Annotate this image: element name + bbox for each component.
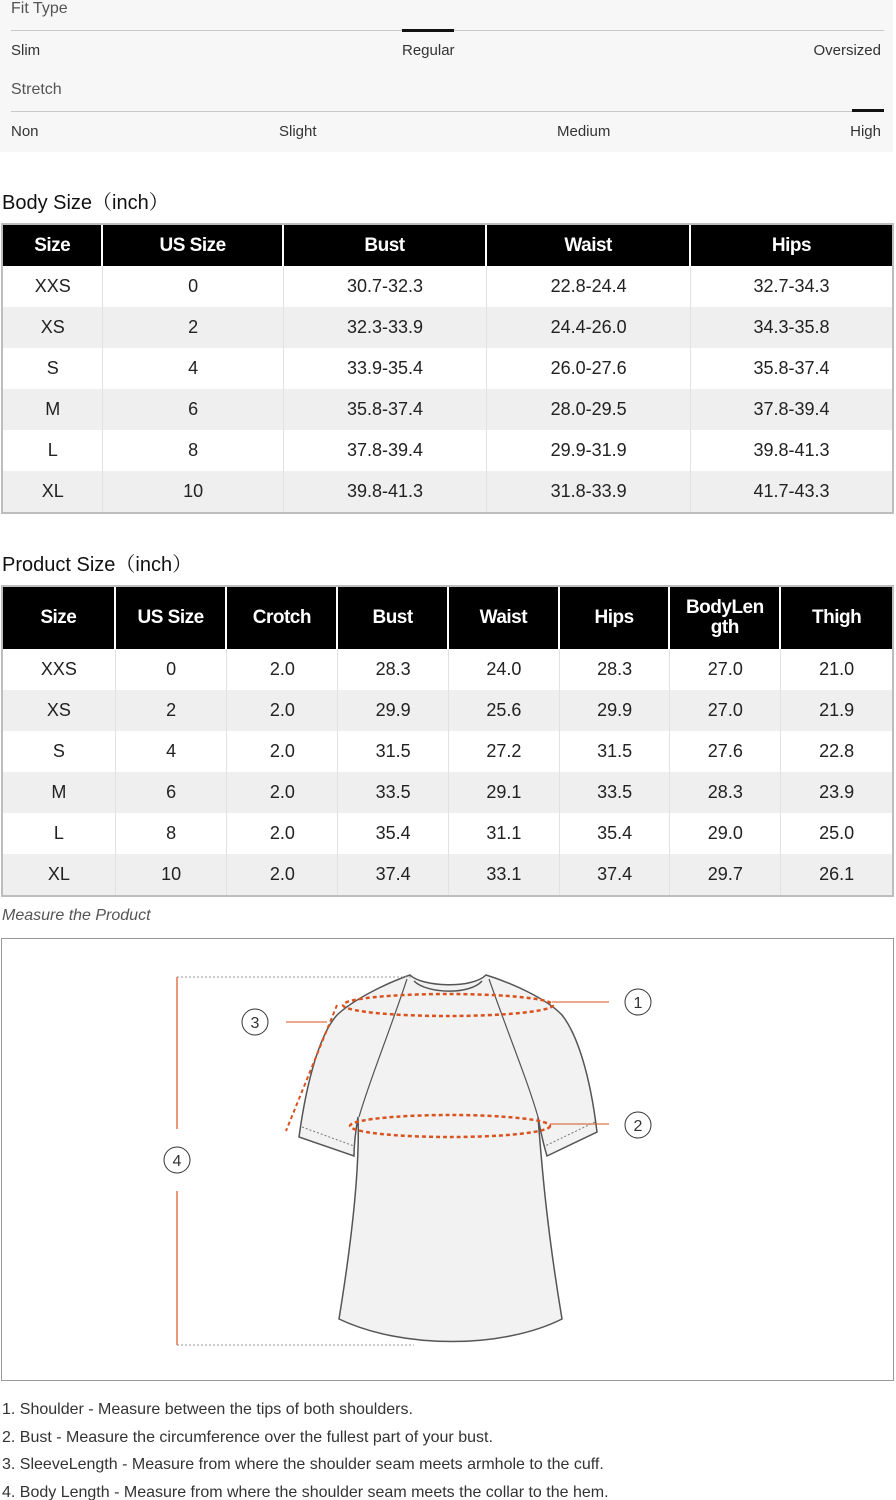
cell: 8 [103, 430, 283, 471]
cell: L [3, 430, 103, 471]
cell: 26.1 [781, 854, 892, 895]
table-row [3, 731, 892, 772]
cell: 6 [103, 389, 283, 430]
cell: 31.5 [338, 731, 449, 772]
cell: 2 [103, 307, 283, 348]
cell: XXS [3, 266, 103, 307]
product-size-table [1, 585, 894, 897]
cell: 30.7-32.3 [284, 266, 488, 307]
cell: 24.0 [449, 649, 560, 690]
fit-type-selected-marker [402, 29, 454, 32]
table-row [3, 471, 892, 512]
cell: 32.3-33.9 [284, 307, 488, 348]
cell: 31.5 [560, 731, 671, 772]
cell: 22.8 [819, 741, 855, 761]
cell: 29.9 [338, 690, 449, 731]
instruction-sleeve-length: 3. SleeveLength - Measure from where the shoulder seam meets armhole to the cuff. [2, 1456, 604, 1473]
header-thigh: Thigh [781, 587, 892, 649]
cell: 0 [116, 649, 228, 690]
header-hips: Hips [691, 225, 892, 266]
cell: 31.8-33.9 [487, 471, 691, 512]
table-row [3, 307, 892, 348]
marker-4-label: 4 [172, 1153, 182, 1170]
cell: 37.4 [560, 854, 671, 895]
cell: 25.0 [819, 823, 855, 843]
instruction-bust: 2. Bust - Measure the circumference over the fullest part of your bust. [2, 1428, 493, 1446]
header-body-length: BodyLength [670, 587, 781, 649]
cell: 29.7 [670, 854, 781, 895]
cell: 41.7-43.3 [691, 471, 892, 512]
header-crotch: Crotch [227, 587, 338, 649]
cell: 27.0 [670, 690, 781, 731]
instruction-body-length: 4. Body Length - Measure from where the shoulder seam meets the collar to the hem. [2, 1483, 609, 1500]
cell: 21.9 [781, 690, 892, 731]
cell: 27.0 [670, 649, 781, 690]
measure-caption: Measure the Product [2, 907, 151, 924]
cell: 10 [116, 854, 228, 895]
measure-instructions [2, 1396, 609, 1500]
cell: 28.3 [560, 649, 671, 690]
cell: S [3, 348, 103, 389]
cell: 32.7-34.3 [753, 276, 830, 296]
cell: 2.0 [227, 772, 338, 813]
header-waist: Waist [487, 225, 691, 266]
cell: 29.9 [560, 690, 671, 731]
cell: 4 [116, 731, 228, 772]
body-size-table [1, 223, 894, 514]
cell: 0 [103, 266, 283, 307]
table-row [3, 649, 892, 690]
cell: 27.2 [449, 731, 560, 772]
cell: S [3, 731, 116, 772]
table-row [3, 854, 892, 895]
stretch-selected-marker [852, 109, 884, 112]
cell: 33.1 [449, 854, 560, 895]
cell: 2.0 [227, 649, 338, 690]
marker-3-label: 3 [250, 1015, 260, 1032]
stretch-option-medium: Medium [557, 123, 611, 140]
cell: 27.6 [670, 731, 781, 772]
cell: 2.0 [227, 690, 338, 731]
product-size-title: Product Size（inch） [2, 554, 193, 576]
cell: 35.8-37.4 [284, 389, 488, 430]
header-size: Size [3, 225, 103, 266]
fit-type-option-oversized: Oversized [813, 42, 881, 59]
cell: 35.8-37.4 [753, 358, 830, 378]
cell: XS [3, 690, 116, 731]
table-row [3, 813, 892, 854]
cell: 2.0 [227, 813, 338, 854]
cell: 35.4 [560, 813, 671, 854]
header-waist: Waist [449, 587, 560, 649]
cell: 22.8-24.4 [487, 266, 691, 307]
cell: 31.1 [449, 813, 560, 854]
header-size: Size [3, 587, 116, 649]
cell: 35.4 [338, 813, 449, 854]
cell: 37.8-39.4 [284, 430, 488, 471]
cell: 33.5 [338, 772, 449, 813]
table-row [3, 772, 892, 813]
marker-2-label: 2 [633, 1118, 643, 1135]
cell: 29.9-31.9 [487, 430, 691, 471]
fit-panel [0, 0, 893, 152]
cell: 2.0 [227, 731, 338, 772]
cell: XS [3, 307, 103, 348]
cell: 24.4-26.0 [487, 307, 691, 348]
cell: M [3, 772, 116, 813]
cell: 29.0 [670, 813, 781, 854]
cell: L [3, 813, 116, 854]
cell: 39.8-41.3 [284, 471, 488, 512]
cell: XL [3, 471, 103, 512]
table-row [3, 389, 892, 430]
stretch-option-non: Non [11, 123, 39, 140]
cell: 2.0 [227, 854, 338, 895]
table-header-row [3, 587, 892, 649]
header-bust: Bust [338, 587, 449, 649]
cell: 6 [116, 772, 228, 813]
table-row [3, 348, 892, 389]
instruction-shoulder: 1. Shoulder - Measure between the tips of both shoulders. [2, 1401, 413, 1418]
cell: 23.9 [781, 772, 892, 813]
cell: 21.0 [819, 659, 855, 679]
cell: 4 [103, 348, 283, 389]
cell: 33.9-35.4 [284, 348, 488, 389]
cell: 33.5 [560, 772, 671, 813]
stretch-option-high: High [850, 123, 881, 140]
cell: 8 [116, 813, 228, 854]
cell: M [3, 389, 103, 430]
cell: 10 [103, 471, 283, 512]
tshirt-outline [299, 975, 597, 1342]
fit-type-option-slim: Slim [11, 42, 41, 59]
cell: XXS [3, 649, 116, 690]
body-size-title: Body Size（inch） [2, 192, 169, 214]
cell: 29.1 [449, 772, 560, 813]
cell: XL [3, 854, 116, 895]
header-hips: Hips [560, 587, 671, 649]
tshirt-diagram [2, 939, 895, 1382]
cell: 37.4 [338, 854, 449, 895]
cell: 28.0-29.5 [487, 389, 691, 430]
cell: 25.6 [449, 690, 560, 731]
table-header-row [3, 225, 892, 266]
cell: 34.3-35.8 [691, 307, 892, 348]
cell: 37.8-39.4 [691, 389, 892, 430]
header-bust: Bust [284, 225, 488, 266]
header-us-size: US Size [103, 225, 283, 266]
table-row [3, 430, 892, 471]
table-row [3, 690, 892, 731]
stretch-scale [11, 111, 884, 112]
cell: 28.3 [338, 649, 449, 690]
stretch-option-slight: Slight [279, 123, 317, 140]
fit-type-option-regular: Regular [402, 42, 455, 59]
cell: 28.3 [670, 772, 781, 813]
fit-type-label: Fit Type [11, 0, 68, 17]
cell: 39.8-41.3 [753, 440, 830, 460]
cell: 2 [116, 690, 228, 731]
cell: 26.0-27.6 [487, 348, 691, 389]
table-row [3, 266, 892, 307]
header-us-size: US Size [116, 587, 228, 649]
measure-diagram [1, 938, 894, 1381]
stretch-label: Stretch [11, 81, 62, 98]
marker-1-label: 1 [633, 995, 643, 1012]
